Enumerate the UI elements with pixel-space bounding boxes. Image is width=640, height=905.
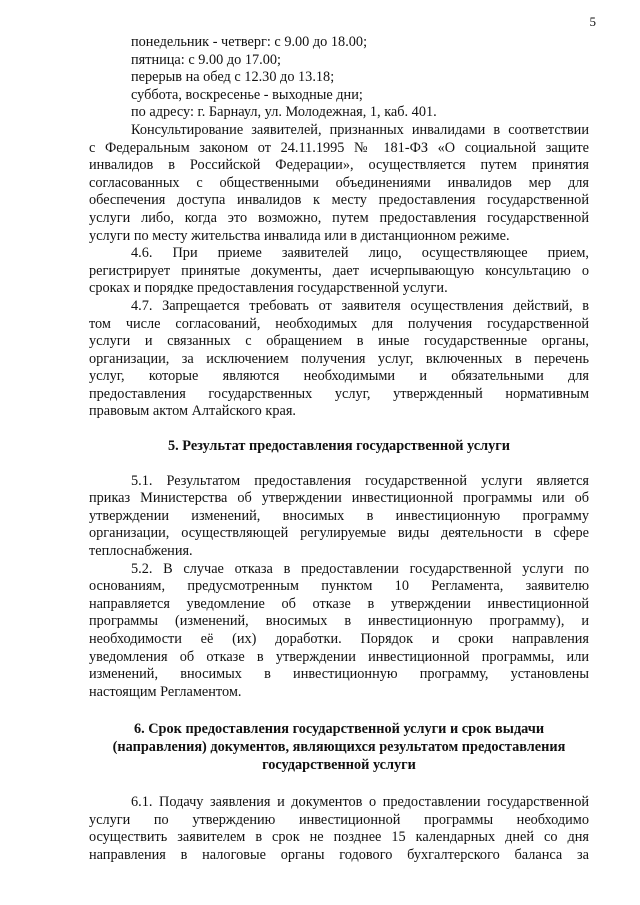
text-line: согласованных с общественными объединениями инвалидов мер для [89, 174, 589, 191]
paragraph-disabled-consultation [89, 122, 589, 245]
text-line: 4.6. При приеме заявителей лицо, осуществляющее прием, [131, 245, 589, 262]
page-number: 5 [589, 14, 596, 29]
text-line: 5.2. В случае отказа в предоставлении государственной услуги по [131, 560, 589, 577]
schedule-line: по адресу: г. Барнаул, ул. Молодежная, 1, каб. 401. [131, 104, 437, 121]
text-line: необходимости её (их) доработки. Порядок и сроки направления [89, 631, 589, 647]
text-line: сроках и порядке предоставления государственной услуги. [89, 280, 448, 297]
schedule-line: перерыв на обед с 12.30 до 13.18; [131, 69, 335, 86]
text-line: услуги либо, когда это возможно, путем предоставления государственной [89, 209, 589, 226]
heading-line: (направления) документов, являющихся результатом предоставления [112, 738, 566, 755]
section-6-heading [89, 721, 589, 774]
section-5-heading: 5. Результат предоставления государственной услуги [168, 438, 510, 455]
text-line: предоставления государственных услуг, утвержденный нормативным [89, 385, 589, 402]
text-line: настоящим Регламентом. [89, 683, 242, 700]
text-line: обеспечения доступа инвалидов к месту предоставления государственной [89, 192, 589, 209]
text-line: регистрирует принятые документы, дает исчерпывающую консультацию о [89, 262, 589, 279]
text-line: услуг, которые являются необходимыми и обязательными для [89, 368, 589, 385]
text-line: организации, за исключением получения услуг, включенных в перечень [89, 350, 589, 367]
text-line: 5.1. Результатом предоставления государственной услуги является [131, 472, 589, 489]
schedule-line: понедельник - четверг: с 9.00 до 18.00; [131, 34, 368, 50]
text-line: услуги по утверждению инвестиционной программы необходимо [89, 811, 589, 828]
text-line: организации, осуществляющей регулируемые виды деятельности в сфере [89, 525, 589, 542]
text-line: услуги по месту жительства инвалида или в дистанционном режиме. [89, 227, 510, 244]
paragraph-4-7 [89, 298, 589, 421]
text-line: уведомления об отказе в утверждении инвестиционной программы, или [89, 648, 589, 665]
text-line: 6.1. Подачу заявления и документов о предоставлении государственной [131, 794, 589, 811]
text-line: осуществить заявителем в срок не позднее 15 календарных дней со дня [89, 829, 589, 846]
paragraph-6-1 [89, 794, 589, 864]
text-line: изменений, вносимых в инвестиционную программу, установлены [89, 666, 589, 683]
text-line: Консультирование заявителей, признанных инвалидами в соответствии [131, 121, 589, 138]
text-line: инвалидов в Российской Федерации», осуществляется путем принятия [89, 157, 589, 174]
text-line: том числе согласований, необходимых для получения государственной [89, 315, 589, 332]
paragraph-5-1 [89, 473, 589, 561]
document-body [89, 34, 589, 865]
text-line: основаниям, предусмотренным пунктом 10 Регламента, заявителю [89, 578, 589, 595]
heading-line: 6. Срок предоставления государственной услуги и срок выдачи [133, 721, 545, 738]
heading-line: государственной услуги [262, 756, 416, 773]
text-line: теплоснабжения. [89, 543, 193, 560]
text-line: услуги и связанных с обращением в иные государственные органы, [89, 333, 589, 350]
text-line: 4.7. Запрещается требовать от заявителя осуществления действий, в [131, 297, 589, 314]
schedule-line: пятница: с 9.00 до 17.00; [131, 51, 281, 68]
text-line: правовым актом Алтайского края. [89, 403, 296, 420]
text-line: с Федеральным законом от 24.11.1995 № 181-ФЗ «О социальной защите [89, 139, 589, 156]
paragraph-4-6 [89, 245, 589, 298]
schedule-list [89, 34, 589, 122]
text-line: направляется уведомление об отказе в утверждении инвестиционной [89, 595, 589, 612]
text-line: утверждении изменений, вносимых в инвестиционную программу [89, 507, 589, 524]
schedule-line: суббота, воскресенье - выходные дни; [131, 86, 363, 103]
text-line: программы (изменений, вносимых в инвестиционную программу), и [89, 613, 589, 630]
paragraph-5-2 [89, 561, 589, 702]
text-line: приказ Министерства об утверждении инвестиционной программы или об [89, 490, 589, 507]
text-line: направления в налоговые органы годового бухгалтерского баланса за [89, 846, 589, 863]
